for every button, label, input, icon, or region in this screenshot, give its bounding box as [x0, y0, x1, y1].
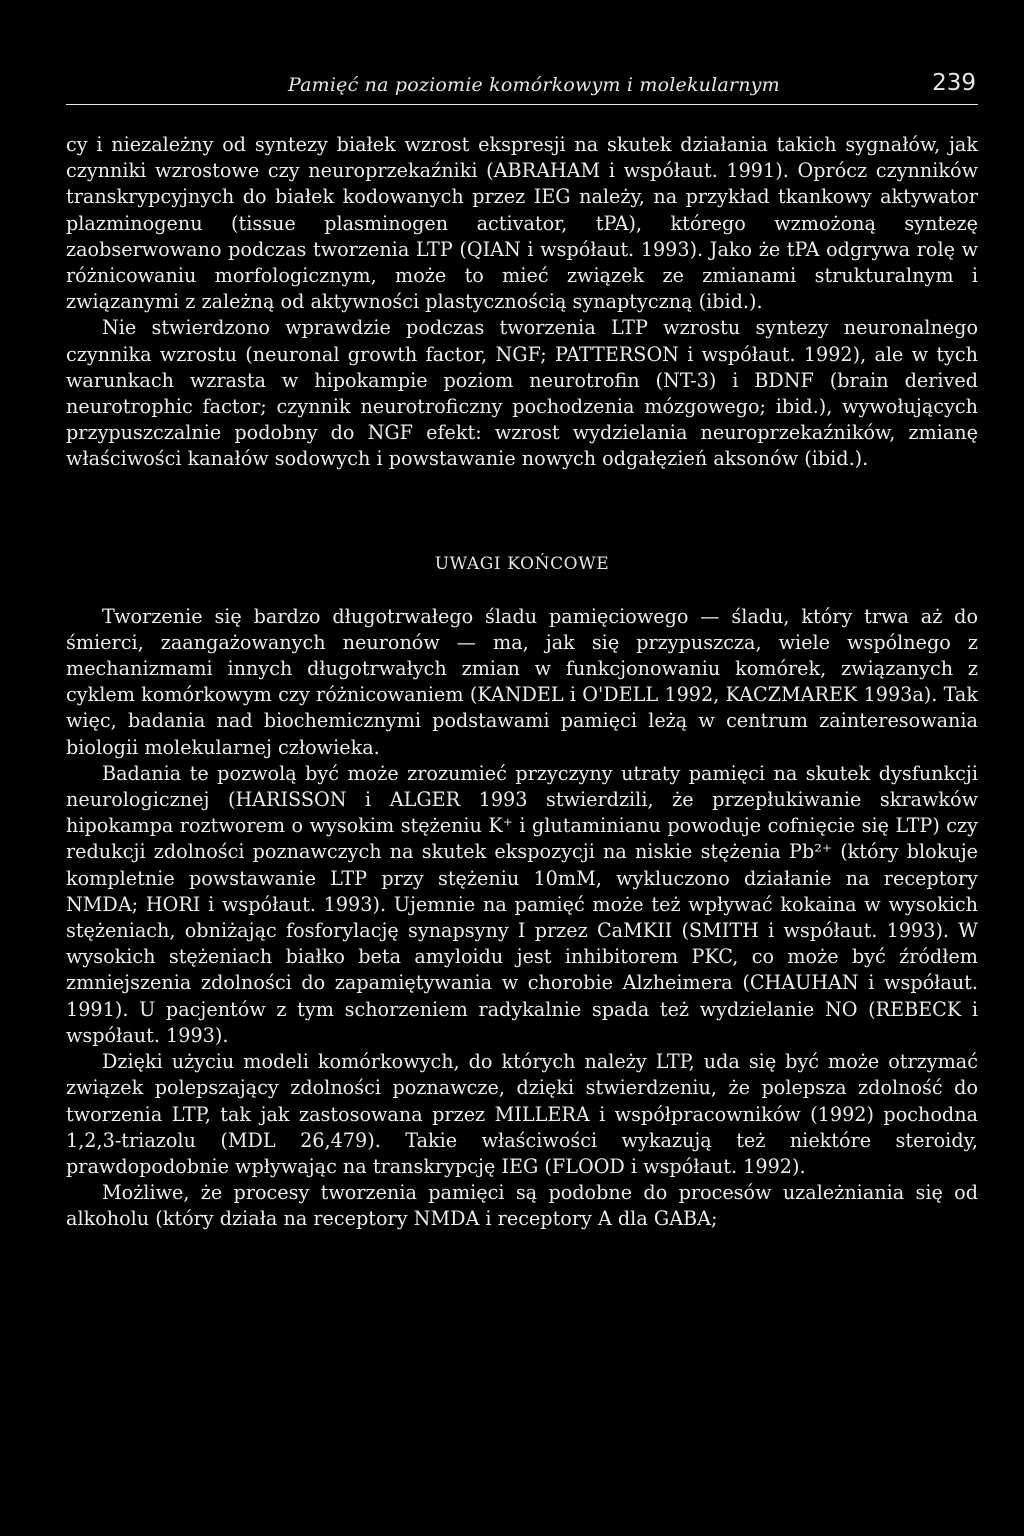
page-number: 239 [932, 70, 976, 96]
running-title: Pamięć na poziomie komórkowym i molekularnym [288, 74, 780, 96]
body-text [66, 132, 978, 1233]
paragraph-ngf: Nie stwierdzono wprawdzie podczas tworzenia LTP wzrostu syntezy neuronalnego czynnika wzrostu (neuronal growth factor, NGF; PATTERSON i współaut. 1992), ale w tych warunkach wzrasta w hipokampie poziom neurotrofin (NT-3) i BDNF (brain derived neurotrophic factor; czynnik neurotroficzny pochodzenia mózgowego; ibid.), wywołujących przypuszczalnie podobny do NGF efekt: wzrost wydzielania neuroprzekaźników, zmianę właściwości kanałów sodowych i powstawanie nowych odgałęzień aksonów (ibid.). [66, 316, 978, 471]
paragraph-continuation: cy i niezależny od syntezy białek wzrost ekspresji na skutek działania takich sygnałów, jak czynniki wzrostowe czy neuroprzekaźniki (ABRAHAM i współaut. 1991). Oprócz czynników transkrypcyjnych do białek kodowanych przez IEG należy, na przykład tkankowy aktywator plazminogenu (tissue plasminogen activator, tPA), którego wzmożoną syntezę zaobserwowano podczas tworzenia LTP (QIAN i współaut. 1993). Jako że tPA odgrywa rolę w różnicowaniu morfologicznym, może to mieć związek ze zmianami strukturalnym i związanymi z zależną od aktywności plastycznością synaptyczną (ibid.). [66, 133, 978, 314]
paragraph-memory-trace: Tworzenie się bardzo długotrwałego śladu pamięciowego — śladu, który trwa aż do śmierci, zaangażowanych neuronów — ma, jak się przypuszcza, wiele wspólnego z mechanizmami innych długotrwałych zmian w funkcjonowaniu komórek, związanych z cyklem komórkowym czy różnicowaniem (KANDEL i O'DELL 1992, KACZMAREK 1993a). Tak więc, badania nad biochemicznymi podstawami pamięci leżą w centrum zainteresowania biologii molekularnej człowieka. [66, 604, 978, 759]
paragraph-cell-models: Dzięki użyciu modeli komórkowych, do których należy LTP, uda się być może otrzymać związek polepszający zdolności poznawcze, dzięki stwierdzeniu, że polepsza zdolność do tworzenia LTP, tak jak zastosowana przez MILLERA i współpracowników (1992) pochodna 1,2,3-triazolu (MDL 26,479). Takie właściwości wykazują też niektóre steroidy, prawdopodobnie wpływając na transkrypcję IEG (FLOOD i współaut. 1992). [66, 1050, 978, 1178]
paragraph-alcohol: Możliwe, że procesy tworzenia pamięci są podobne do procesów uzależniania się od alkoholu (który działa na receptory NMDA i receptory A dla GABA; [66, 1181, 978, 1231]
paragraph-memory-loss: Badania te pozwolą być może zrozumieć przyczyny utraty pamięci na skutek dysfunkcji neurologicznej (HARISSON i ALGER 1993 stwierdzili, że przepłukiwanie skrawków hipokampa roztworem o wysokim stężeniu K⁺ i glutaminianu powoduje cofnięcie się LTP) czy redukcji zdolności poznawczych na skutek ekspozycji na niskie stężenia Pb²⁺ (który blokuje kompletnie powstawanie LTP przy stężeniu 10mM, wykluczono działanie na receptory NMDA; HORI i współaut. 1993). Ujemnie na pamięć może też wpływać kokaina w wysokich stężeniach, obniżając fosforylację synapsyny I przez CaMKII (SMITH i współaut. 1993). W wysokich stężeniach białko beta amyloidu jest inhibitorem PKC, co może być źródłem zmniejszenia zdolności do zapamiętywania w chorobie Alzheimera (CHAUHAN i współaut. 1991). U pacjentów z tym schorzeniem radykalnie spada też wydzielanie NO (REBECK i współaut. 1993). [66, 761, 978, 1047]
section-heading: UWAGI KOŃCOWE [434, 553, 610, 574]
running-header [66, 62, 978, 105]
